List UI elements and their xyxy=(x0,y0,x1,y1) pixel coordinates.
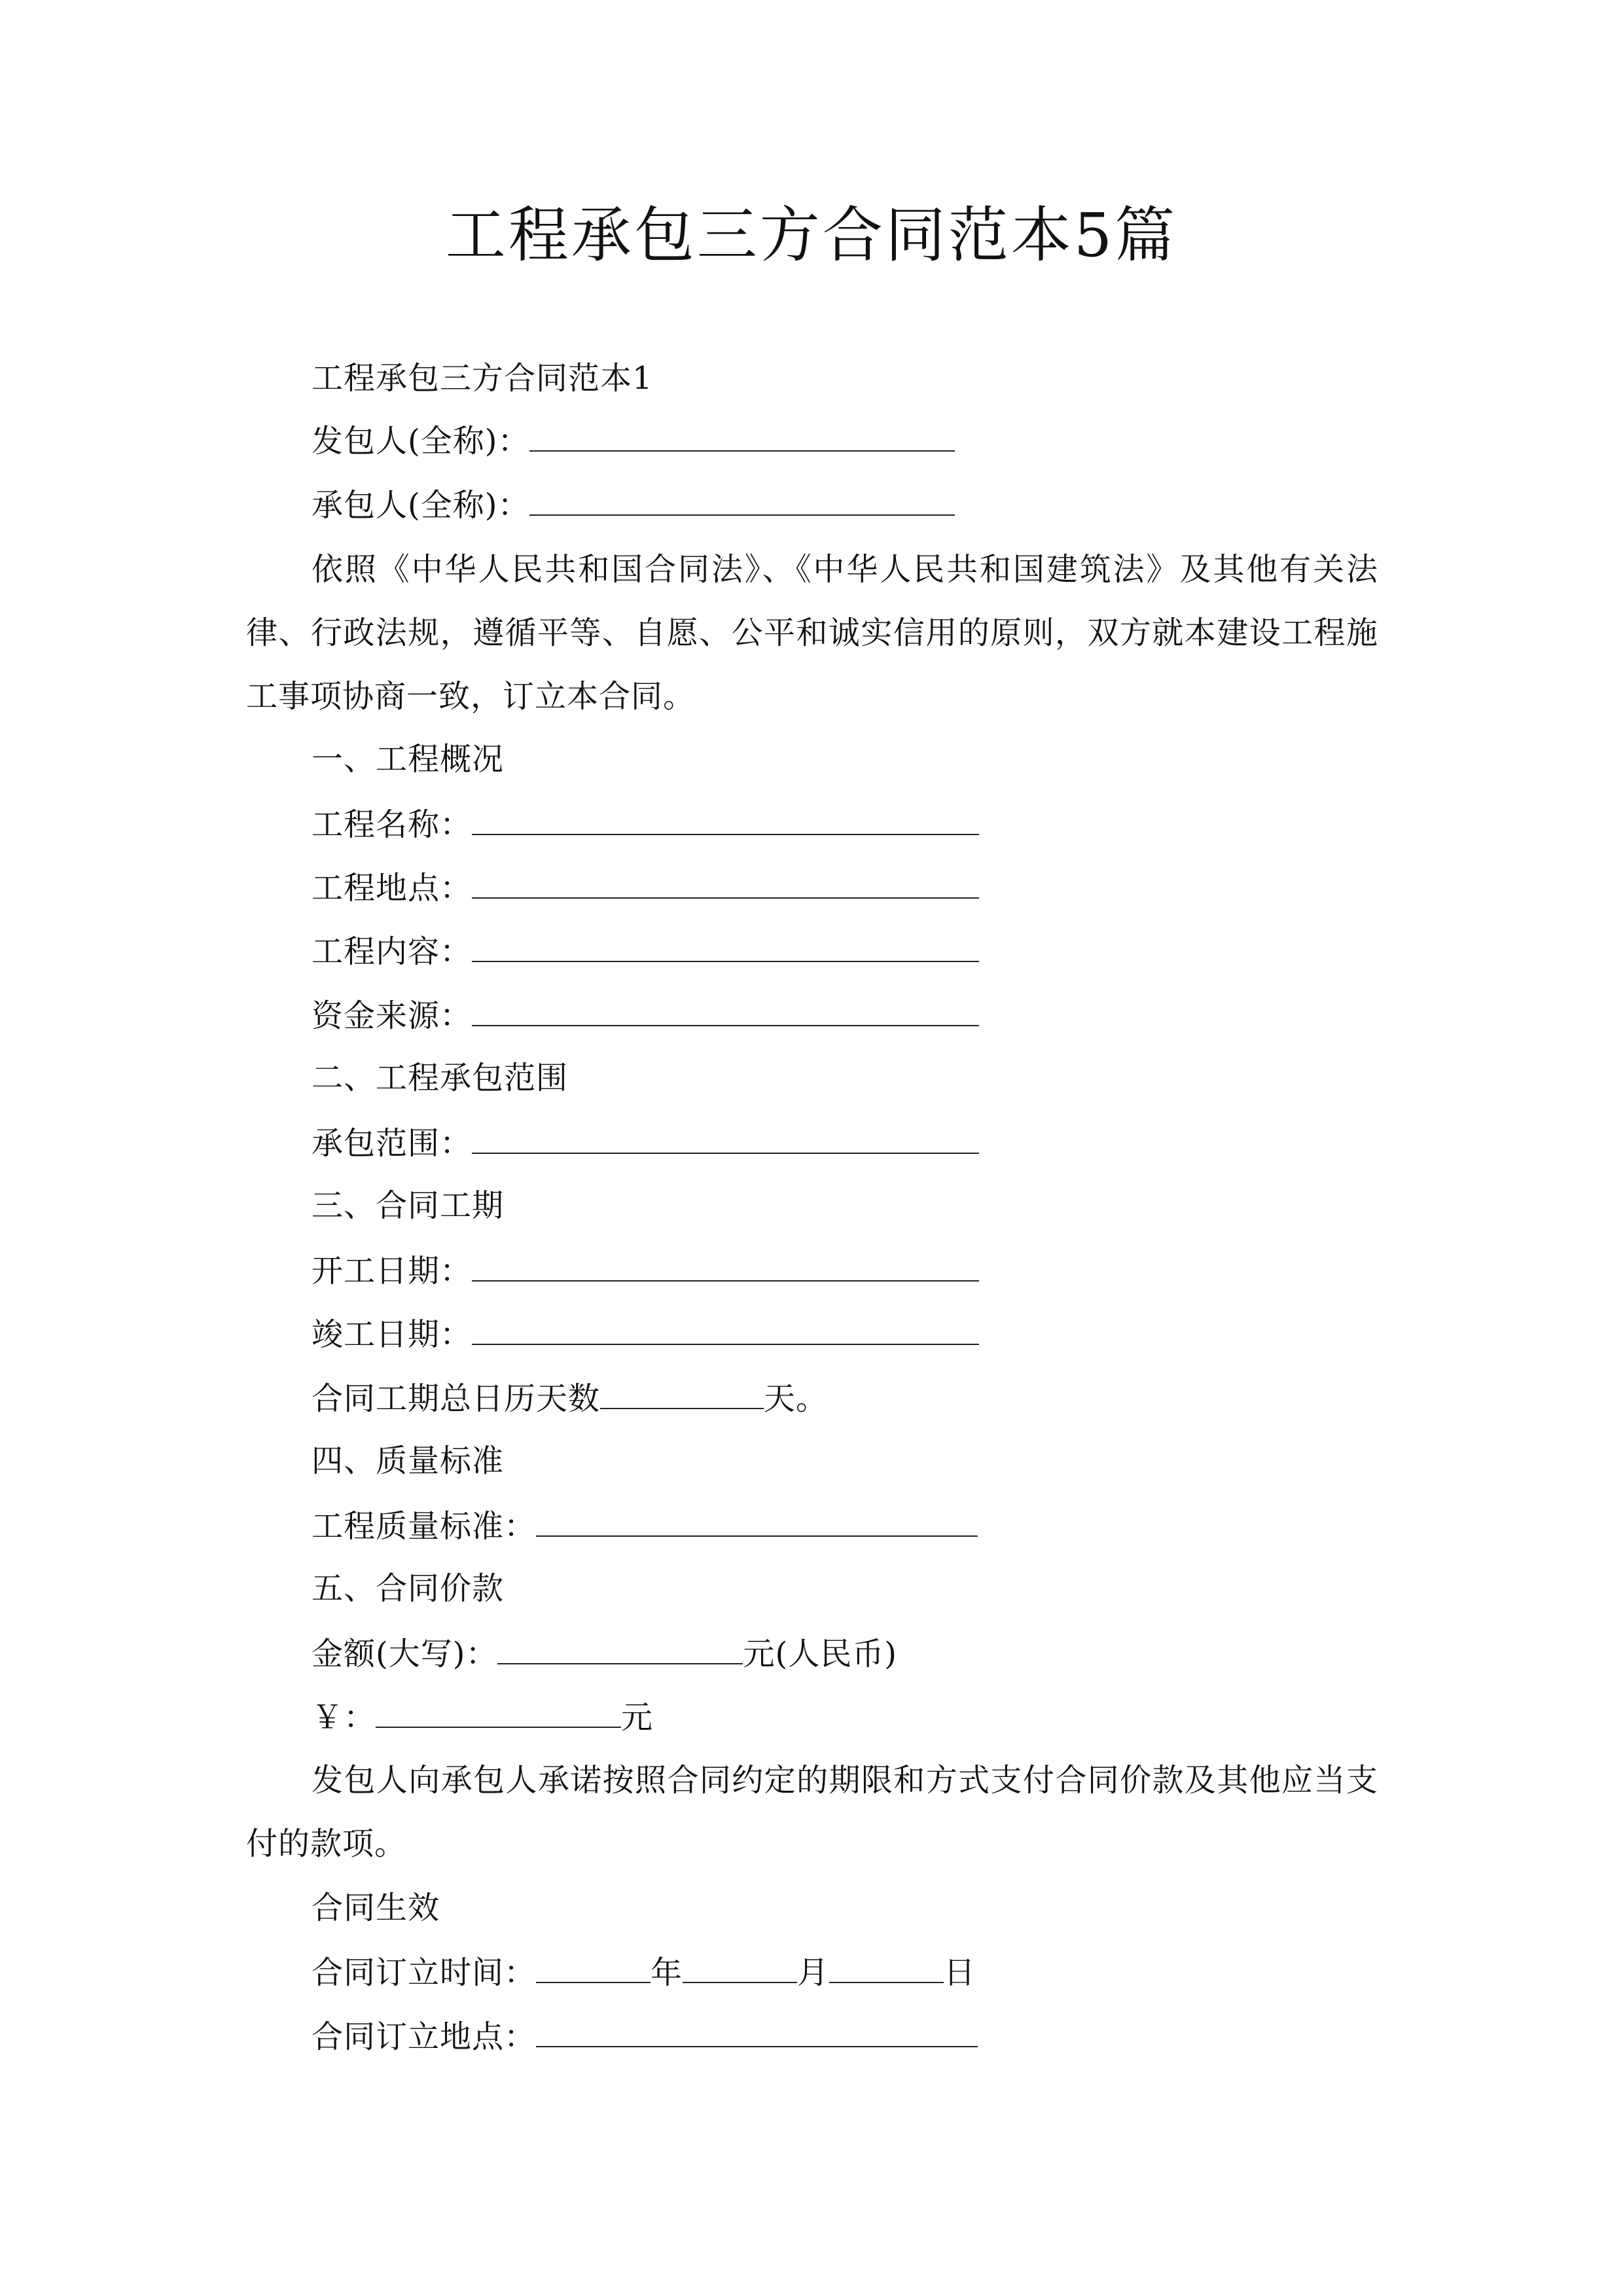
intro-paragraph: 依照《中华人民共和国合同法》、《中华人民共和国建筑法》及其他有关法律、行政法规，遵循平等、自愿、公平和诚实信用的原则，双方就本建设工程施工事项协商一致，订立本合同。 xyxy=(246,551,1378,715)
day-label: 日 xyxy=(944,1954,976,1991)
project-location-label: 工程地点： xyxy=(312,870,473,906)
month-label: 月 xyxy=(797,1954,830,1991)
project-name-label: 工程名称： xyxy=(312,806,473,843)
total-days-blank[interactable] xyxy=(600,1378,764,1409)
issuer-label: 发包人(全称)： xyxy=(312,423,530,459)
funding-source-blank[interactable] xyxy=(472,995,979,1026)
signing-year-blank[interactable] xyxy=(536,1952,651,1983)
amount-words-suffix: 元(人民币) xyxy=(743,1636,897,1672)
project-content-blank[interactable] xyxy=(472,931,979,962)
amount-words-field xyxy=(312,1633,897,1674)
section4-heading-text: 四、质量标准 xyxy=(312,1443,505,1479)
signing-day-blank[interactable] xyxy=(829,1952,944,1983)
scope-blank[interactable] xyxy=(472,1122,979,1154)
project-location-blank[interactable] xyxy=(472,867,979,899)
start-date-field xyxy=(312,1250,979,1291)
end-date-blank[interactable] xyxy=(472,1314,979,1345)
amount-words-prefix: 金额(大写)： xyxy=(312,1636,498,1672)
signing-date-label: 合同订立时间： xyxy=(312,1954,537,1991)
payment-paragraph: 发包人向承包人承诺按照合同约定的期限和方式支付合同价款及其他应当支付的款项。 xyxy=(246,1762,1378,1862)
start-date-blank[interactable] xyxy=(472,1250,979,1282)
signing-date-field xyxy=(312,1952,976,1992)
project-content-label: 工程内容： xyxy=(312,933,473,970)
issuer-field xyxy=(312,420,955,461)
section1-heading-text: 一、工程概况 xyxy=(312,741,505,778)
section4-heading xyxy=(312,1441,504,1480)
amount-yen-prefix: ￥： xyxy=(312,1699,376,1736)
amount-words-blank[interactable] xyxy=(497,1633,743,1664)
funding-source-field xyxy=(312,995,979,1035)
subtitle-text: 工程承包三方合同范本1 xyxy=(312,360,653,397)
end-date-field xyxy=(312,1314,979,1354)
effect-heading xyxy=(312,1888,440,1928)
total-days-suffix: 天。 xyxy=(764,1380,829,1417)
signing-place-blank[interactable] xyxy=(536,2016,978,2047)
quality-standard-blank[interactable] xyxy=(536,1505,978,1537)
contractor-label: 承包人(全称)： xyxy=(312,487,530,524)
section3-heading xyxy=(312,1186,504,1225)
total-days-prefix: 合同工期总日历天数 xyxy=(312,1380,601,1417)
funding-source-label: 资金来源： xyxy=(312,997,473,1034)
section5-heading xyxy=(312,1569,504,1608)
start-date-label: 开工日期： xyxy=(312,1253,473,1289)
contractor-field xyxy=(312,484,955,525)
effect-heading-text: 合同生效 xyxy=(312,1890,440,1926)
section3-heading-text: 三、合同工期 xyxy=(312,1187,505,1224)
issuer-blank[interactable] xyxy=(529,420,955,452)
document-title: 工程承包三方合同范本5篇 xyxy=(445,200,1178,270)
end-date-label: 竣工日期： xyxy=(312,1316,473,1353)
project-name-blank[interactable] xyxy=(472,804,979,835)
project-location-field xyxy=(312,867,979,908)
amount-yen-suffix: 元 xyxy=(621,1699,654,1736)
section1-heading xyxy=(312,740,504,779)
project-content-field xyxy=(312,931,979,971)
amount-yen-field xyxy=(312,1696,653,1737)
quality-standard-field xyxy=(312,1505,978,1546)
amount-yen-blank[interactable] xyxy=(376,1696,621,1728)
contract-subtitle xyxy=(312,359,653,398)
section2-heading-text: 二、工程承包范围 xyxy=(312,1060,569,1096)
year-label: 年 xyxy=(651,1954,683,1991)
signing-place-field xyxy=(312,2016,978,2056)
quality-standard-label: 工程质量标准： xyxy=(312,1508,537,1545)
scope-label: 承包范围： xyxy=(312,1125,473,1162)
total-days-field xyxy=(312,1378,828,1418)
contractor-blank[interactable] xyxy=(529,484,955,516)
section2-heading xyxy=(312,1058,568,1098)
signing-place-label: 合同订立地点： xyxy=(312,2018,537,2055)
section5-heading-text: 五、合同价款 xyxy=(312,1570,505,1607)
project-name-field xyxy=(312,804,979,844)
signing-month-blank[interactable] xyxy=(683,1952,797,1983)
scope-field xyxy=(312,1122,979,1163)
